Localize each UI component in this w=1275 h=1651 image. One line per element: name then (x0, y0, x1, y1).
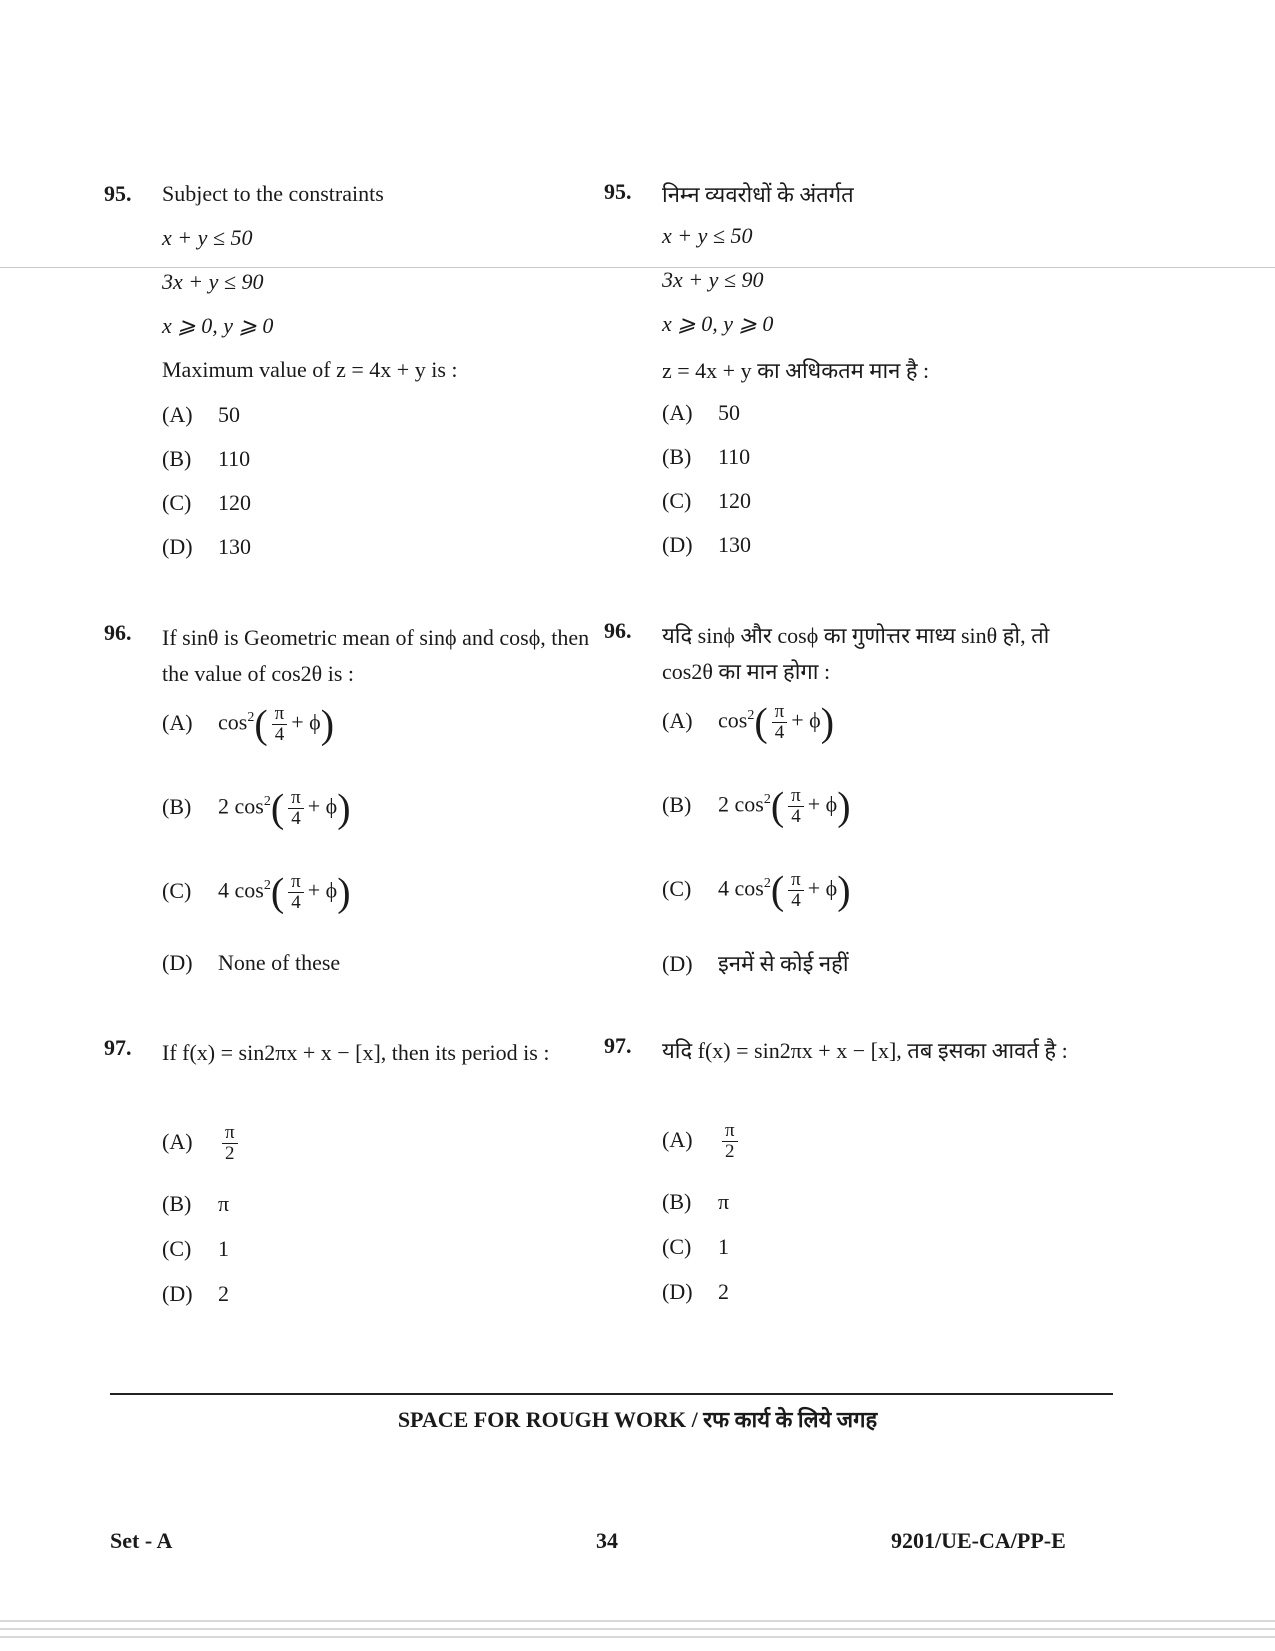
fraction-denominator: 4 (291, 892, 301, 913)
right-paren: ) (337, 869, 351, 915)
fraction (272, 704, 288, 745)
q97-option-d[interactable] (662, 1279, 729, 1305)
question-number: 95. (604, 179, 632, 204)
option-label: (A) (662, 707, 693, 733)
q95-option-d[interactable] (162, 534, 251, 560)
q97-option-c[interactable] (162, 1236, 229, 1262)
fraction-denominator: 2 (725, 1141, 735, 1162)
option-label: (C) (162, 1236, 192, 1261)
rough-work-heading: SPACE FOR ROUGH WORK / रफ कार्य के लिये जगह (397, 1407, 878, 1432)
option-label: (A) (162, 709, 193, 735)
option-label: (D) (662, 1279, 693, 1304)
option-label: (C) (162, 490, 192, 515)
q96-option-d[interactable] (162, 950, 340, 976)
fraction (288, 788, 304, 829)
q95-intro: Subject to the constraints (162, 181, 384, 206)
option-text: 110 (718, 444, 751, 469)
question-number: 96. (604, 618, 632, 643)
q95-constraint-2: 3x + y ≤ 90 (662, 267, 764, 292)
option-label: (A) (162, 1128, 193, 1154)
q95-intro: निम्न व्यवरोधों के अंतर्गत (662, 182, 854, 207)
option-label: (C) (662, 875, 692, 901)
hindi-column (604, 0, 1068, 1320)
q96-option-d[interactable] (662, 948, 849, 978)
option-text: 110 (218, 446, 251, 471)
option-text: π (718, 1189, 730, 1214)
exponent: 2 (247, 710, 255, 726)
q96-option-c[interactable] (162, 869, 351, 915)
q97-option-a[interactable] (662, 1121, 742, 1162)
fraction-numerator: π (272, 704, 288, 725)
footer-set: Set - A (110, 1528, 173, 1553)
right-paren: ) (337, 785, 351, 831)
q97-option-a[interactable] (162, 1123, 242, 1164)
cos-func: cos (218, 709, 248, 735)
option-text: None of these (218, 950, 341, 975)
q97-stem: If f(x) = sin2πx + x − [x], then its period is : (162, 1040, 550, 1065)
fraction (288, 872, 304, 913)
right-paren: ) (320, 701, 335, 747)
fraction (772, 702, 788, 743)
exponent: 2 (747, 708, 755, 724)
footer-page-number: 34 (596, 1528, 618, 1553)
cos-func: cos (734, 875, 764, 901)
option-label: (D) (162, 950, 193, 975)
scan-edge-stripe (0, 1636, 1275, 1638)
q95-option-c[interactable] (162, 490, 251, 516)
left-paren: ( (254, 701, 268, 747)
option-text: इनमें से कोई नहीं (718, 951, 849, 976)
fraction-numerator: π (772, 702, 788, 723)
coefficient: 4 (718, 875, 735, 901)
plus-phi: + ϕ (307, 877, 338, 903)
option-label: (B) (162, 446, 192, 471)
option-text: 120 (718, 488, 751, 513)
option-text: 50 (218, 402, 240, 427)
cos-func: cos (234, 877, 264, 903)
question-number: 97. (604, 1033, 632, 1058)
question-number: 96. (104, 620, 132, 645)
option-label: (C) (162, 877, 192, 903)
question-number: 97. (104, 1035, 132, 1060)
option-label: (B) (662, 791, 692, 817)
q96-option-a[interactable] (162, 701, 335, 747)
scan-edge-stripe (0, 1628, 1275, 1630)
fraction-denominator: 4 (774, 722, 785, 743)
option-text: 120 (218, 490, 251, 515)
option-text: 1 (218, 1236, 229, 1261)
plus-phi: + ϕ (807, 791, 838, 817)
right-paren: ) (820, 699, 835, 745)
option-label: (C) (662, 1234, 692, 1259)
fraction-denominator: 4 (274, 724, 285, 745)
fraction-numerator: π (788, 786, 804, 807)
q95-constraint-2: 3x + y ≤ 90 (162, 269, 264, 294)
option-label: (D) (662, 532, 693, 557)
fraction-numerator: π (788, 870, 804, 891)
q95-option-b[interactable] (662, 444, 750, 470)
q97-stem: यदि f(x) = sin2πx + x − [x], तब इसका आवर्त है : (662, 1038, 1068, 1063)
q95-constraint-3: x ⩾ 0, y ⩾ 0 (662, 311, 774, 336)
q95-constraint-1: x + y ≤ 50 (662, 223, 753, 248)
q97-option-c[interactable] (662, 1234, 729, 1260)
exponent: 2 (763, 792, 771, 808)
q96-option-b[interactable] (662, 783, 851, 829)
option-label: (D) (162, 534, 193, 559)
q95-option-b[interactable] (162, 446, 250, 472)
plus-phi: + ϕ (791, 707, 821, 733)
left-paren: ( (770, 867, 785, 913)
option-label: (D) (662, 951, 693, 976)
fraction (722, 1121, 738, 1162)
plus-phi: + ϕ (307, 793, 338, 819)
fraction-numerator: π (722, 1121, 738, 1142)
right-paren: ) (837, 867, 851, 913)
fraction-numerator: π (288, 788, 304, 809)
q96-option-c[interactable] (662, 867, 851, 913)
q96-option-b[interactable] (162, 785, 351, 831)
cos-func: cos (734, 791, 764, 817)
scan-edge-stripe (0, 1620, 1275, 1622)
coefficient: 2 (718, 791, 735, 817)
option-text: 50 (718, 400, 740, 425)
cos-func: cos (718, 707, 748, 733)
right-paren: ) (837, 783, 851, 829)
fraction-numerator: π (222, 1123, 238, 1144)
coefficient: 4 (218, 877, 235, 903)
fraction-denominator: 2 (225, 1143, 235, 1164)
q95-constraint-1: x + y ≤ 50 (162, 225, 253, 250)
rough-work-divider (110, 1393, 1113, 1395)
option-text: π (218, 1191, 230, 1216)
fraction-numerator: π (288, 872, 304, 893)
question-number: 95. (104, 181, 132, 206)
fraction (788, 870, 804, 911)
left-paren: ( (754, 699, 768, 745)
option-text: 130 (718, 532, 751, 557)
fraction (222, 1123, 238, 1164)
q95-ask: Maximum value of z = 4x + y is : (162, 357, 458, 382)
exponent: 2 (263, 878, 271, 894)
cos-func: cos (234, 793, 264, 819)
option-label: (A) (662, 1126, 693, 1152)
option-label: (C) (662, 488, 692, 513)
q95-option-a[interactable] (162, 402, 240, 428)
fraction (788, 786, 804, 827)
option-text: 2 (218, 1281, 229, 1306)
q97-option-b[interactable] (662, 1189, 729, 1215)
option-label: (A) (162, 402, 193, 427)
option-label: (B) (662, 1189, 692, 1214)
left-paren: ( (270, 785, 285, 831)
fraction-denominator: 4 (791, 890, 801, 911)
q97-option-b[interactable] (162, 1191, 229, 1217)
q95-constraint-3: x ⩾ 0, y ⩾ 0 (162, 313, 274, 338)
q95-option-c[interactable] (662, 488, 751, 514)
q95-option-a[interactable] (662, 400, 740, 426)
coefficient: 2 (218, 793, 235, 819)
plus-phi: + ϕ (807, 875, 838, 901)
option-label: (B) (162, 1191, 192, 1216)
q95-option-d[interactable] (662, 532, 751, 558)
q97-option-d[interactable] (162, 1281, 229, 1307)
option-text: 130 (218, 534, 251, 559)
exponent: 2 (263, 794, 271, 810)
option-label: (B) (662, 444, 692, 469)
english-column (104, 0, 590, 1320)
fraction-denominator: 4 (791, 806, 801, 827)
q95-ask: z = 4x + y का अधिकतम मान है : (662, 358, 930, 383)
exponent: 2 (763, 876, 771, 892)
plus-phi: + ϕ (291, 709, 321, 735)
q96-stem: If sinθ is Geometric mean of sinϕ and cosϕ, then the value of cos2θ is : (162, 625, 590, 686)
left-paren: ( (270, 869, 285, 915)
left-paren: ( (770, 783, 785, 829)
q96-stem: यदि sinϕ और cosϕ का गुणोत्तर माध्य sinθ हो, तो cos2θ का मान होगा : (662, 623, 1050, 684)
option-text: 2 (718, 1279, 729, 1304)
option-label: (D) (162, 1281, 193, 1306)
option-text: 1 (718, 1234, 729, 1259)
footer-paper-code: 9201/UE-CA/PP-E (891, 1528, 1066, 1553)
option-label: (A) (662, 400, 693, 425)
option-label: (B) (162, 793, 192, 819)
q96-option-a[interactable] (662, 699, 835, 745)
fraction-denominator: 4 (291, 808, 301, 829)
